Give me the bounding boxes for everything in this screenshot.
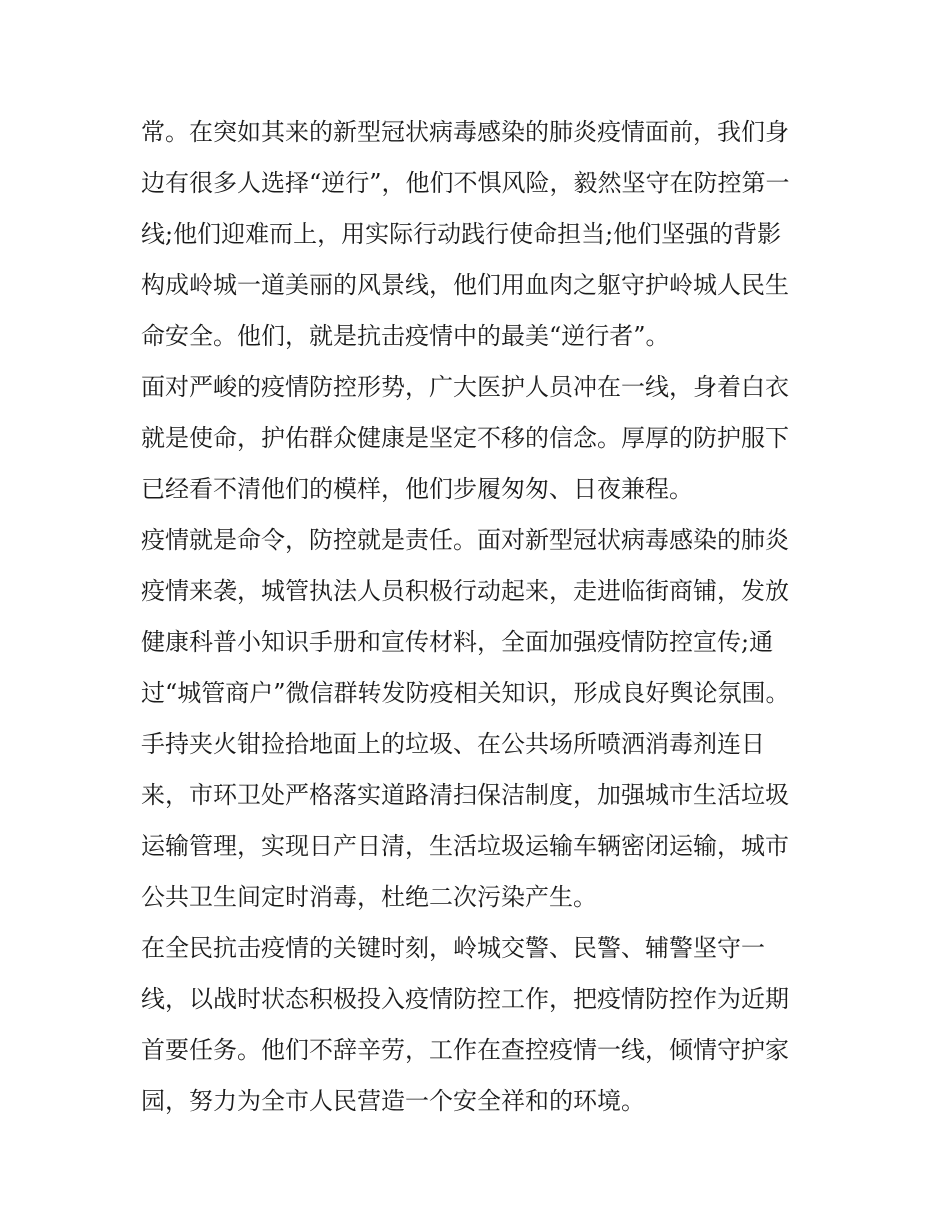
text-line: 已经看不清他们的模样，他们步履匆匆、日夜兼程。 [141, 475, 693, 503]
text-line: 边有很多人选择“逆行”，他们不惧风险，毅然坚守在防控第一 [141, 169, 790, 197]
text-line: 手持夹火钳捡拾地面上的垃圾、在公共场所喷洒消毒剂连日 [141, 730, 765, 758]
text-line: 首要任务。他们不辞辛劳，工作在查控疫情一线，倾情守护家 [141, 1036, 789, 1064]
text-line: 在全民抗击疫情的关键时刻，岭城交警、民警、辅警坚守一 [141, 934, 765, 962]
text-line: 面对严峻的疫情防控形势，广大医护人员冲在一线，身着白衣 [141, 373, 789, 401]
text-line: 健康科普小知识手册和宣传材料，全面加强疫情防控宣传;通 [141, 628, 774, 656]
text-line: 线，以战时状态积极投入疫情防控工作，把疫情防控作为近期 [141, 985, 789, 1013]
text-line: 命安全。他们，就是抗击疫情中的最美“逆行者”。 [141, 322, 670, 350]
document-body [141, 107, 813, 1127]
text-line: 来，市环卫处严格落实道路清扫保洁制度，加强城市生活垃圾 [141, 781, 789, 809]
text-line: 疫情就是命令，防控就是责任。面对新型冠状病毒感染的肺炎 [141, 526, 789, 554]
text-line: 线;他们迎难而上，用实际行动践行使命担当;他们坚强的背影 [141, 220, 782, 248]
text-line: 疫情来袭，城管执法人员积极行动起来，走进临街商铺，发放 [141, 577, 789, 605]
text-line: 过“城管商户”微信群转发防疫相关知识，形成良好舆论氛围。 [141, 679, 790, 707]
text-line: 就是使命，护佑群众健康是坚定不移的信念。厚厚的防护服下 [141, 424, 789, 452]
text-line: 运输管理，实现日产日清，生活垃圾运输车辆密闭运输，城市 [141, 832, 789, 860]
text-line: 构成岭城一道美丽的风景线，他们用血肉之躯守护岭城人民生 [141, 271, 789, 299]
text-line: 常。在突如其来的新型冠状病毒感染的肺炎疫情面前，我们身 [141, 118, 789, 146]
text-line: 公共卫生间定时消毒，杜绝二次污染产生。 [141, 883, 597, 911]
text-line: 园，努力为全市人民营造一个安全祥和的环境。 [141, 1087, 645, 1115]
